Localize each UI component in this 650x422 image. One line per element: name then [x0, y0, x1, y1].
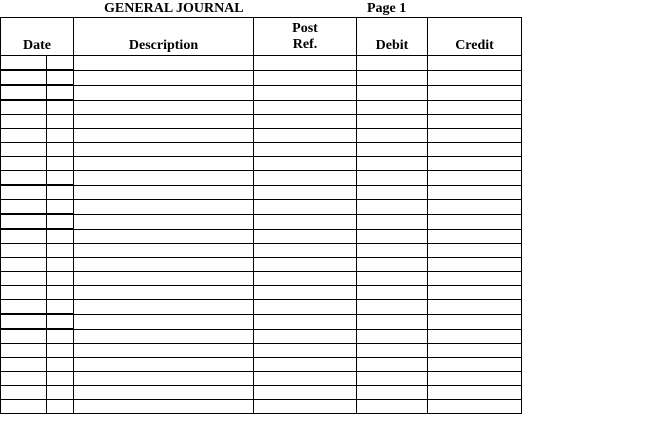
entry-description-cell[interactable] — [74, 157, 254, 171]
entry-date-month-cell[interactable] — [1, 157, 47, 171]
journal-row — [1, 272, 522, 286]
entry-credit-cell[interactable] — [428, 129, 522, 143]
entry-date-day-cell[interactable] — [47, 229, 74, 244]
entry-date-month-cell[interactable] — [1, 100, 47, 115]
entry-credit-cell[interactable] — [428, 100, 522, 115]
entry-credit-cell[interactable] — [428, 300, 522, 315]
entry-debit-cell[interactable] — [357, 56, 428, 71]
entry-post-ref-cell[interactable] — [254, 300, 357, 315]
journal-title: GENERAL JOURNAL — [104, 1, 244, 16]
journal-row — [1, 157, 522, 171]
entry-date-day-cell[interactable] — [47, 143, 74, 157]
entry-credit-cell[interactable] — [428, 386, 522, 400]
entry-post-ref-cell[interactable] — [254, 157, 357, 171]
journal-entries — [1, 56, 522, 414]
entry-date-day-cell[interactable] — [47, 214, 74, 229]
entry-post-ref-cell[interactable] — [254, 129, 357, 143]
entry-post-ref-cell[interactable] — [254, 185, 357, 200]
entry-date-month-cell[interactable] — [1, 386, 47, 400]
journal-row — [1, 171, 522, 186]
entry-date-month-cell[interactable] — [1, 272, 47, 286]
entry-description-cell[interactable] — [74, 344, 254, 358]
entry-date-month-cell[interactable] — [1, 344, 47, 358]
entry-date-month-cell[interactable] — [1, 400, 47, 414]
entry-credit-cell[interactable] — [428, 185, 522, 200]
entry-debit-cell[interactable] — [357, 100, 428, 115]
entry-credit-cell[interactable] — [428, 258, 522, 272]
entry-description-cell[interactable] — [74, 372, 254, 386]
post-ref-header-line2: Ref. — [292, 36, 318, 52]
entry-post-ref-cell[interactable] — [254, 344, 357, 358]
entry-description-cell[interactable] — [74, 300, 254, 315]
entry-debit-cell[interactable] — [357, 214, 428, 229]
entry-date-month-cell[interactable] — [1, 129, 47, 143]
entry-credit-cell[interactable] — [428, 329, 522, 344]
entry-post-ref-cell[interactable] — [254, 200, 357, 215]
entry-date-month-cell[interactable] — [1, 200, 47, 215]
entry-date-day-cell[interactable] — [47, 157, 74, 171]
entry-debit-cell[interactable] — [357, 70, 428, 85]
post-ref-column-header — [254, 18, 357, 56]
entry-date-month-cell[interactable] — [1, 229, 47, 244]
journal-row — [1, 400, 522, 414]
journal-row — [1, 214, 522, 229]
entry-date-month-cell[interactable] — [1, 70, 47, 85]
journal-row — [1, 244, 522, 258]
entry-debit-cell[interactable] — [357, 229, 428, 244]
entry-credit-cell[interactable] — [428, 358, 522, 372]
entry-date-day-cell[interactable] — [47, 286, 74, 300]
entry-credit-cell[interactable] — [428, 56, 522, 71]
entry-date-month-cell[interactable] — [1, 300, 47, 315]
entry-description-cell[interactable] — [74, 386, 254, 400]
entry-post-ref-cell[interactable] — [254, 272, 357, 286]
entry-debit-cell[interactable] — [357, 286, 428, 300]
journal-row — [1, 258, 522, 272]
journal-row — [1, 229, 522, 244]
entry-post-ref-cell[interactable] — [254, 258, 357, 272]
entry-description-cell[interactable] — [74, 329, 254, 344]
general-journal-table — [0, 17, 522, 414]
entry-debit-cell[interactable] — [357, 171, 428, 186]
page-number: Page 1 — [367, 1, 407, 16]
entry-date-month-cell[interactable] — [1, 56, 47, 71]
entry-debit-cell[interactable] — [357, 115, 428, 129]
entry-debit-cell[interactable] — [357, 386, 428, 400]
entry-date-day-cell[interactable] — [47, 300, 74, 315]
journal-row — [1, 286, 522, 300]
entry-date-month-cell[interactable] — [1, 143, 47, 157]
entry-debit-cell[interactable] — [357, 272, 428, 286]
entry-date-month-cell[interactable] — [1, 372, 47, 386]
journal-row — [1, 70, 522, 85]
journal-row — [1, 56, 522, 71]
entry-date-day-cell[interactable] — [47, 85, 74, 100]
entry-credit-cell[interactable] — [428, 286, 522, 300]
entry-description-cell[interactable] — [74, 143, 254, 157]
entry-debit-cell[interactable] — [357, 157, 428, 171]
entry-post-ref-cell[interactable] — [254, 100, 357, 115]
entry-description-cell[interactable] — [74, 56, 254, 71]
entry-debit-cell[interactable] — [357, 185, 428, 200]
debit-column-header: Debit — [357, 18, 428, 56]
journal-row — [1, 100, 522, 115]
entry-credit-cell[interactable] — [428, 272, 522, 286]
entry-description-cell[interactable] — [74, 358, 254, 372]
entry-date-month-cell[interactable] — [1, 358, 47, 372]
entry-post-ref-cell[interactable] — [254, 171, 357, 186]
entry-debit-cell[interactable] — [357, 329, 428, 344]
entry-debit-cell[interactable] — [357, 129, 428, 143]
entry-date-month-cell[interactable] — [1, 115, 47, 129]
entry-post-ref-cell[interactable] — [254, 386, 357, 400]
entry-date-day-cell[interactable] — [47, 386, 74, 400]
entry-description-cell[interactable] — [74, 200, 254, 215]
entry-post-ref-cell[interactable] — [254, 358, 357, 372]
entry-credit-cell[interactable] — [428, 143, 522, 157]
entry-post-ref-cell[interactable] — [254, 329, 357, 344]
entry-date-day-cell[interactable] — [47, 171, 74, 186]
entry-post-ref-cell[interactable] — [254, 314, 357, 329]
entry-description-cell[interactable] — [74, 85, 254, 100]
entry-debit-cell[interactable] — [357, 344, 428, 358]
journal-row — [1, 314, 522, 329]
journal-row — [1, 185, 522, 200]
entry-date-day-cell[interactable] — [47, 200, 74, 215]
entry-debit-cell[interactable] — [357, 372, 428, 386]
entry-description-cell[interactable] — [74, 185, 254, 200]
entry-description-cell[interactable] — [74, 314, 254, 329]
journal-row — [1, 129, 522, 143]
entry-date-day-cell[interactable] — [47, 244, 74, 258]
entry-credit-cell[interactable] — [428, 171, 522, 186]
entry-debit-cell[interactable] — [357, 314, 428, 329]
journal-row — [1, 300, 522, 315]
entry-date-month-cell[interactable] — [1, 185, 47, 200]
entry-post-ref-cell[interactable] — [254, 400, 357, 414]
entry-date-day-cell[interactable] — [47, 372, 74, 386]
entry-post-ref-cell[interactable] — [254, 214, 357, 229]
entry-debit-cell[interactable] — [357, 85, 428, 100]
entry-date-month-cell[interactable] — [1, 286, 47, 300]
entry-description-cell[interactable] — [74, 244, 254, 258]
entry-date-day-cell[interactable] — [47, 70, 74, 85]
entry-date-month-cell[interactable] — [1, 244, 47, 258]
entry-debit-cell[interactable] — [357, 244, 428, 258]
entry-description-cell[interactable] — [74, 400, 254, 414]
entry-date-day-cell[interactable] — [47, 329, 74, 344]
entry-credit-cell[interactable] — [428, 214, 522, 229]
entry-date-day-cell[interactable] — [47, 115, 74, 129]
entry-post-ref-cell[interactable] — [254, 143, 357, 157]
entry-description-cell[interactable] — [74, 115, 254, 129]
entry-date-day-cell[interactable] — [47, 129, 74, 143]
entry-credit-cell[interactable] — [428, 344, 522, 358]
entry-date-month-cell[interactable] — [1, 171, 47, 186]
entry-date-month-cell[interactable] — [1, 329, 47, 344]
journal-row — [1, 85, 522, 100]
entry-post-ref-cell[interactable] — [254, 115, 357, 129]
entry-credit-cell[interactable] — [428, 85, 522, 100]
entry-credit-cell[interactable] — [428, 157, 522, 171]
entry-description-cell[interactable] — [74, 171, 254, 186]
journal-row — [1, 358, 522, 372]
entry-post-ref-cell[interactable] — [254, 286, 357, 300]
entry-description-cell[interactable] — [74, 70, 254, 85]
entry-date-day-cell[interactable] — [47, 100, 74, 115]
entry-debit-cell[interactable] — [357, 400, 428, 414]
journal-row — [1, 143, 522, 157]
post-ref-header-line1: Post — [292, 20, 318, 36]
entry-description-cell[interactable] — [74, 286, 254, 300]
journal-row — [1, 386, 522, 400]
entry-date-day-cell[interactable] — [47, 400, 74, 414]
entry-description-cell[interactable] — [74, 229, 254, 244]
journal-row — [1, 329, 522, 344]
entry-date-month-cell[interactable] — [1, 85, 47, 100]
header-row — [1, 18, 522, 56]
entry-post-ref-cell[interactable] — [254, 70, 357, 85]
entry-description-cell[interactable] — [74, 214, 254, 229]
entry-debit-cell[interactable] — [357, 258, 428, 272]
entry-debit-cell[interactable] — [357, 200, 428, 215]
entry-date-day-cell[interactable] — [47, 344, 74, 358]
journal-row — [1, 115, 522, 129]
entry-description-cell[interactable] — [74, 258, 254, 272]
entry-credit-cell[interactable] — [428, 200, 522, 215]
entry-date-month-cell[interactable] — [1, 314, 47, 329]
credit-column-header: Credit — [428, 18, 522, 56]
entry-date-day-cell[interactable] — [47, 272, 74, 286]
description-column-header: Description — [74, 18, 254, 56]
entry-post-ref-cell[interactable] — [254, 229, 357, 244]
entry-debit-cell[interactable] — [357, 300, 428, 315]
entry-debit-cell[interactable] — [357, 143, 428, 157]
journal-row — [1, 372, 522, 386]
entry-date-day-cell[interactable] — [47, 314, 74, 329]
entry-post-ref-cell[interactable] — [254, 56, 357, 71]
entry-description-cell[interactable] — [74, 129, 254, 143]
entry-date-day-cell[interactable] — [47, 56, 74, 71]
entry-date-day-cell[interactable] — [47, 358, 74, 372]
entry-credit-cell[interactable] — [428, 400, 522, 414]
entry-credit-cell[interactable] — [428, 115, 522, 129]
entry-credit-cell[interactable] — [428, 229, 522, 244]
entry-post-ref-cell[interactable] — [254, 372, 357, 386]
entry-post-ref-cell[interactable] — [254, 244, 357, 258]
entry-post-ref-cell[interactable] — [254, 85, 357, 100]
entry-credit-cell[interactable] — [428, 314, 522, 329]
entry-debit-cell[interactable] — [357, 358, 428, 372]
entry-credit-cell[interactable] — [428, 70, 522, 85]
entry-date-day-cell[interactable] — [47, 185, 74, 200]
entry-date-month-cell[interactable] — [1, 258, 47, 272]
entry-credit-cell[interactable] — [428, 244, 522, 258]
date-column-header: Date — [1, 18, 74, 56]
journal-row — [1, 344, 522, 358]
journal-row — [1, 200, 522, 215]
entry-date-month-cell[interactable] — [1, 214, 47, 229]
entry-description-cell[interactable] — [74, 272, 254, 286]
entry-description-cell[interactable] — [74, 100, 254, 115]
entry-credit-cell[interactable] — [428, 372, 522, 386]
entry-date-day-cell[interactable] — [47, 258, 74, 272]
